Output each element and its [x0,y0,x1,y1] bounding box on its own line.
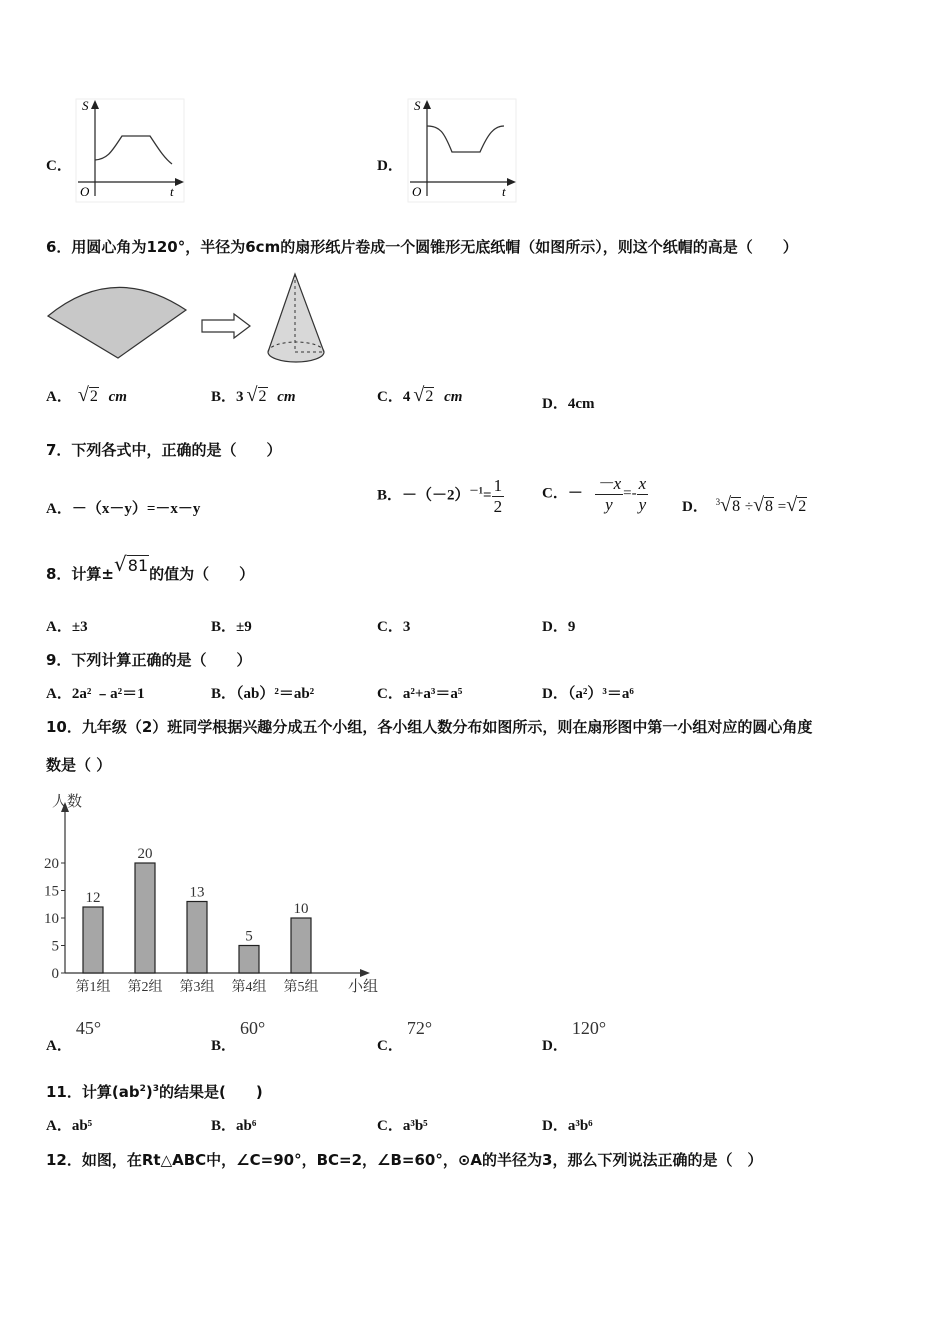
question-9-text: 9．下列计算正确的是（ ） [46,651,252,669]
option-d-label: D． [377,158,403,174]
question-6-text: 6．用圆心角为120°，半径为6cm的扇形纸片卷成一个圆锥形无底纸帽（如图所示），则这个纸帽的高是（ ） [46,238,798,256]
t-axis-arrow [175,178,184,186]
category-label: 第5组 [283,980,319,995]
category-label: 第4组 [231,980,267,995]
q11-option-b: B．ab⁶ [211,1118,257,1134]
q9-option-b: B．（ab）²＝ab² [211,686,315,702]
bar-value-label: 10 [293,901,309,917]
bar-2 [135,863,155,973]
q10-option-c: C．72° [377,1018,433,1054]
q11-option-a: A．ab⁵ [46,1118,93,1134]
t-axis-arrow [507,178,516,186]
y-tick-label: 15 [44,883,59,900]
q8-option-d: D．9 [542,619,576,635]
graph-frame [76,99,184,202]
graph-frame [408,99,516,202]
q9-option-a: A．2a² ﹣a²＝1 [46,686,145,702]
sector-to-cone-figure [44,268,344,368]
q8-option-b: B．±9 [211,619,252,635]
q10-option-b: B．60° [211,1018,266,1054]
axis-t-label: t [502,184,506,199]
q6-option-b: B．3 √2 cm [211,384,296,406]
q9-option-d: D．（a²）³＝a⁶ [542,686,634,702]
bar-value-label: 20 [137,846,153,862]
question-7-text: 7．下列各式中，正确的是（ ） [46,441,282,459]
cone-shape [268,274,324,362]
s-axis-arrow [423,100,431,109]
bar-1 [83,907,103,973]
q11-option-c: C．a³b⁵ [377,1118,428,1134]
q7-option-b: B．$-(-2)^{-1}=$ $\frac{1}{2}$ [377,476,503,516]
question-10-text-line2: 数是（ ） [46,756,112,774]
axis-t-label: t [170,184,174,199]
category-label: 第2组 [127,980,163,995]
q11-option-d: D．a³b⁶ [542,1118,593,1134]
y-tick-label: 20 [44,856,59,872]
x-axis-arrow [360,969,370,977]
q10-option-a: A．45° [46,1018,102,1054]
question-11-text: 11．计算$(ab^2)^3$的结果是( ) [46,1083,263,1101]
q7-option-c: C．－ $\frac{-x}{y}$ =- $\frac{x}{y}$ [542,474,647,514]
arrow-icon [202,314,250,338]
origin-label: O [80,184,90,199]
axis-s-label: S [82,98,89,113]
graph-c [70,96,188,204]
question-10-text-line1: 10．九年级（2）班同学根据兴趣分成五个小组，各小组人数分布如图所示，则在扇形图中第一小组对应的圆心角度 [46,718,813,736]
q7-option-a: A．－（x－y）=－x－y [46,501,201,517]
axis-s-label: S [414,98,421,113]
graph-d [402,96,520,204]
q8-option-c: C．3 [377,619,411,635]
category-label: 第3组 [179,980,215,995]
bar-4 [239,946,259,974]
bar-3 [187,902,207,974]
q6-option-d: D．4cm [542,396,595,412]
y-tick-label: 10 [44,911,59,927]
category-label: 第1组 [75,980,111,995]
x-axis-label: 小组 [348,979,379,995]
bar-value-label: 12 [85,890,101,906]
bar-value-label: 5 [245,928,253,945]
q10-option-d: D．120° [542,1018,607,1054]
bar-value-label: 13 [189,884,205,901]
sector-shape [48,287,186,358]
bar-5 [291,918,311,973]
y-tick-label: 0 [51,966,59,982]
q6-option-a: A． √2 cm [46,384,127,406]
y-tick-label: 5 [51,938,59,955]
q6-option-c: C．4 √2 cm [377,384,463,406]
s-axis-arrow [91,100,99,109]
graph-c-curve [95,136,172,164]
question-8-text: 8．计算±√81的值为（ ） [46,552,255,583]
q9-option-c: C．a²+a³＝a⁵ [377,686,463,702]
question-12-text: 12．如图，在Rt△ABC中，∠C=90°，BC=2，∠B=60°，⊙A的半径为3，那么下列说法正确的是（ ） [46,1151,763,1169]
origin-label: O [412,184,422,199]
option-c-label: C． [46,158,72,174]
bar-chart [40,790,385,1000]
graph-d-curve [427,126,504,152]
q7-option-d: D． $^3$√8 ÷√8 =√2 [682,494,807,516]
y-axis-label: 人数 [52,794,83,810]
q8-option-a: A．±3 [46,619,88,635]
